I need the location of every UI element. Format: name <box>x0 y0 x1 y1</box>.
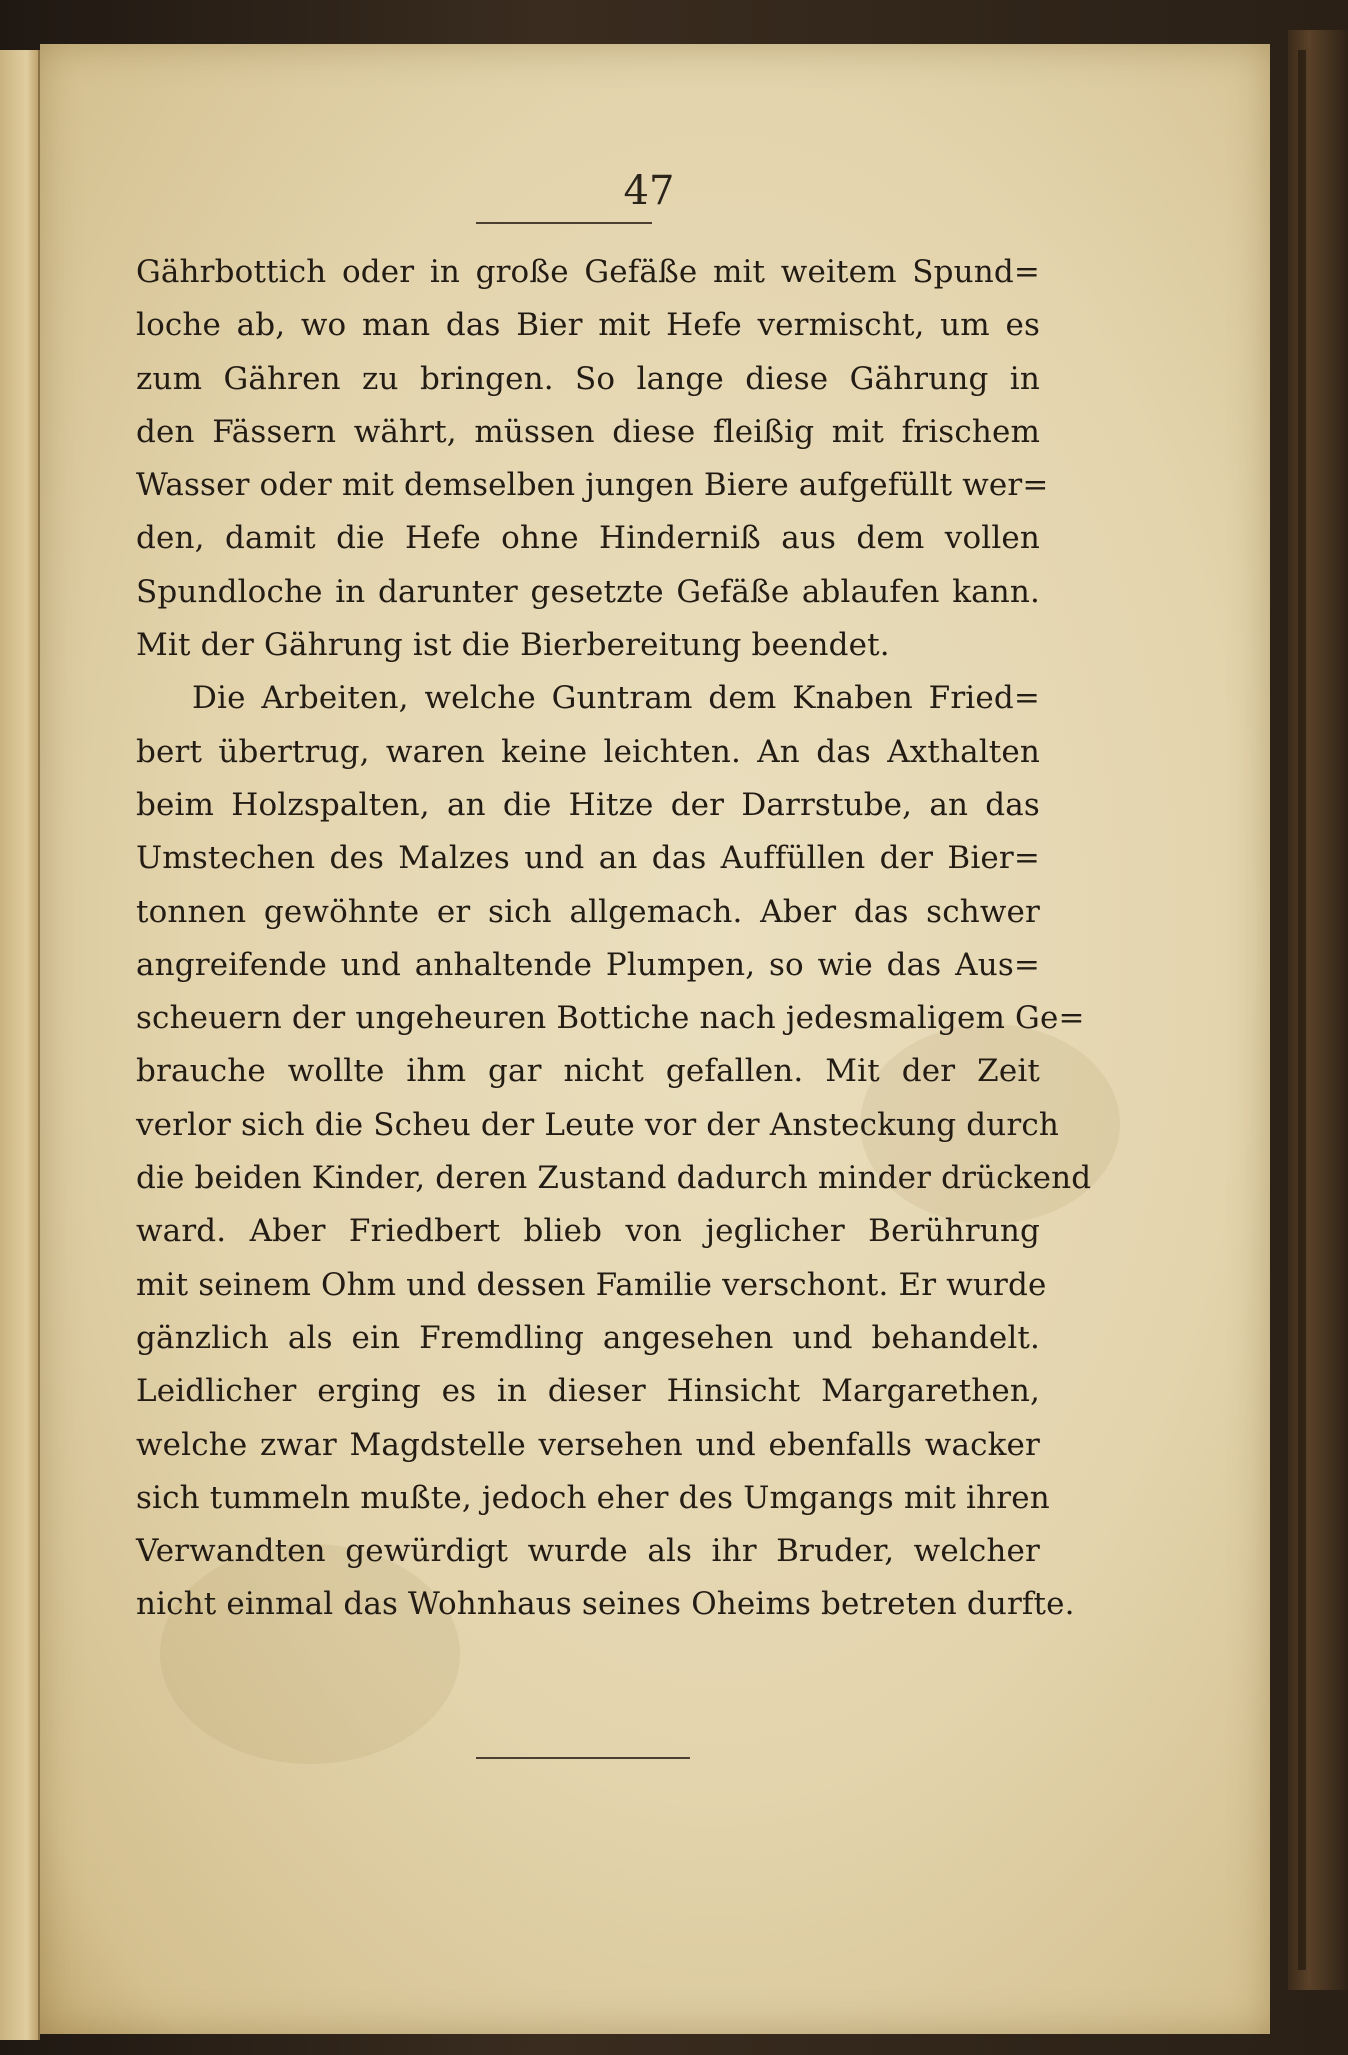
text-line: gänzlich als ein Fremdling angesehen und behandelt. <box>136 1319 1040 1356</box>
text-line: tonnen gewöhnte er sich allgemach. Aber das schwer <box>136 893 1040 930</box>
text-line: Wasser oder mit demselben jungen Biere aufgefüllt wer= <box>136 467 1049 504</box>
text-line: Spundloche in darunter gesetzte Gefäße ablaufen kann. <box>136 573 1040 610</box>
text-line: Leidlicher erging es in dieser Hinsicht Margarethen, <box>136 1373 1040 1410</box>
text-line: nicht einmal das Wohnhaus seines Oheims betreten durfte. <box>136 1586 1075 1623</box>
footer-rule <box>476 1757 690 1759</box>
text-line: Gährbottich oder in große Gefäße mit weitem Spund= <box>136 254 1040 290</box>
text-line: beim Holzspalten, an die Hitze der Darrstube, an das <box>136 786 1040 823</box>
body-text <box>136 246 1092 1632</box>
text-line: welche zwar Magdstelle versehen und ebenfalls wacker <box>136 1426 1040 1463</box>
text-line: scheuern der ungeheuren Bottiche nach jedesmaligem Ge= <box>136 1000 1085 1037</box>
text-line: den, damit die Hefe ohne Hinderniß aus dem vollen <box>136 520 1040 557</box>
text-line: verlor sich die Scheu der Leute vor der Ansteckung durch <box>136 1106 1059 1143</box>
text-line: angreifende und anhaltende Plumpen, so wie das Aus= <box>136 946 1040 983</box>
text-line: Mit der Gährung ist die Bierbereitung beendet. <box>136 627 890 664</box>
book-cover-edge <box>1288 30 1348 1990</box>
text-line: sich tummeln mußte, jedoch eher des Umgangs mit ihren <box>136 1479 1050 1516</box>
text-line: mit seinem Ohm und dessen Familie verschont. Er wurde <box>136 1266 1047 1303</box>
text-line: den Fässern währt, müssen diese fleißig mit frischem <box>136 413 1040 450</box>
text-line: brauche wollte ihm gar nicht gefallen. Mit der Zeit <box>136 1053 1040 1090</box>
text-line: bert übertrug, waren keine leichten. An das Axthalten <box>136 733 1040 770</box>
text-line: Umstechen des Malzes und an das Auffüllen der Bier= <box>136 840 1040 877</box>
text-line: loche ab, wo man das Bier mit Hefe vermischt, um es <box>136 307 1040 344</box>
facing-page-edge <box>0 50 40 2040</box>
text-line: die beiden Kinder, deren Zustand dadurch minder drückend <box>136 1160 1092 1197</box>
page-number: 47 <box>623 168 675 214</box>
text-line: zum Gähren zu bringen. So lange diese Gährung in <box>136 360 1040 397</box>
book-page <box>40 44 1270 2034</box>
header-rule <box>476 222 652 224</box>
text-line: Die Arbeiten, welche Guntram dem Knaben Fried= <box>192 680 1040 717</box>
text-line: ward. Aber Friedbert blieb von jeglicher Berührung <box>136 1213 1040 1250</box>
text-line: Verwandten gewürdigt wurde als ihr Bruder, welcher <box>136 1533 1040 1570</box>
